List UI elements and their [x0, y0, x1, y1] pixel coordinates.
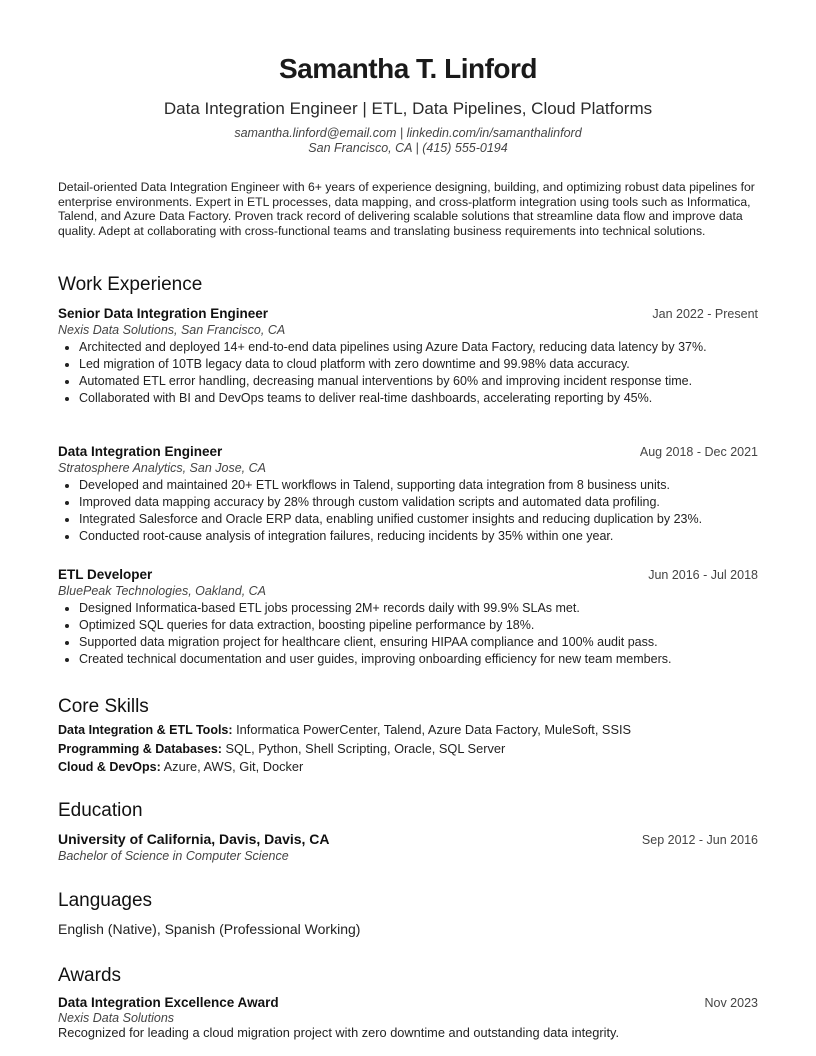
headline: Data Integration Engineer | ETL, Data Pipelines, Cloud Platforms — [163, 99, 653, 118]
job-dates: Aug 2018 - Dec 2021 — [639, 445, 758, 459]
job-dates: Jun 2016 - Jul 2018 — [648, 568, 758, 582]
skill-value: Informatica PowerCenter, Talend, Azure Data Factory, MuleSoft, SSIS — [232, 722, 632, 737]
section-title-languages: Languages — [58, 890, 153, 911]
languages-section — [58, 890, 758, 937]
list-item: • Automated ETL error handling, decreasing manual interventions by 60% and improving incident response time. — [79, 374, 758, 389]
education-dates: Sep 2012 - Jun 2016 — [641, 833, 758, 847]
award-date: Nov 2023 — [704, 996, 758, 1010]
contact-line-email-linkedin: samantha.linford@email.com | linkedin.com/in/samanthalinford — [234, 126, 582, 140]
job-dates: Jan 2022 - Present — [652, 307, 758, 321]
list-item: • Supported data migration project for healthcare client, ensuring HIPAA compliance and 100% audit pass. — [79, 635, 758, 650]
section-title-education: Education — [58, 800, 143, 821]
skill-value: Azure, AWS, Git, Docker — [160, 759, 304, 774]
list-item: • Integrated Salesforce and Oracle ERP data, enabling unified customer insights and reducing duplication by 23%. — [79, 512, 758, 527]
list-item: • Optimized SQL queries for data extraction, boosting pipeline performance by 18%. — [79, 618, 758, 633]
award-org: Nexis Data Solutions — [58, 1011, 175, 1025]
skill-label: Data Integration & ETL Tools: — [58, 723, 233, 737]
education-section — [58, 800, 758, 864]
list-item: • Collaborated with BI and DevOps teams to deliver real-time dashboards, accelerating reporting by 45%. — [79, 391, 758, 406]
list-item: • Architected and deployed 14+ end-to-end data pipelines using Azure Data Factory, reducing data latency by 37%. — [79, 340, 758, 355]
award-name: Data Integration Excellence Award — [58, 995, 279, 1010]
school-name: University of California, Davis, Davis, CA — [58, 831, 330, 847]
job-role: Senior Data Integration Engineer — [58, 306, 269, 321]
list-item: • Designed Informatica-based ETL jobs processing 2M+ records daily with 99.9% SLAs met. — [79, 601, 758, 616]
professional-summary: Detail-oriented Data Integration Engineer with 6+ years of experience designing, building, and optimizing robust data pipelines for enterprise environments. Expert in ETL processes, data mapping, and cross-platform integration using tools such as Informatica, Talend, and Azure Data Factory. Proven track record of delivering scalable solutions that streamline data flow and improve data quality. Adept at collaborating with cross-functional teams and translating business requirements into technical solutions. — [58, 180, 755, 238]
job-bullets — [58, 340, 758, 406]
candidate-name: Samantha T. Linford — [278, 53, 538, 84]
list-item: • Developed and maintained 20+ ETL workflows in Talend, supporting data integration from 8 business units. — [79, 478, 758, 493]
job-bullets — [58, 601, 758, 667]
awards-section — [58, 965, 758, 1040]
job-company: Nexis Data Solutions, San Francisco, CA — [58, 323, 286, 337]
job-company: BluePeak Technologies, Oakland, CA — [58, 584, 267, 598]
skill-value: SQL, Python, Shell Scripting, Oracle, SQL Server — [221, 740, 506, 756]
section-title-work: Work Experience — [58, 274, 203, 295]
job-entry — [58, 567, 758, 669]
skill-row — [58, 758, 758, 777]
list-item: • Improved data mapping accuracy by 28% through custom validation scripts and automated data profiling. — [79, 495, 758, 510]
skill-row — [58, 721, 758, 740]
skill-label: Cloud & DevOps: — [58, 760, 161, 774]
languages-text: English (Native), Spanish (Professional Working) — [58, 921, 361, 937]
job-entry — [58, 306, 758, 408]
contact-line-location-phone: San Francisco, CA | (415) 555-0194 — [308, 141, 508, 155]
job-company: Stratosphere Analytics, San Jose, CA — [58, 461, 266, 475]
job-role: Data Integration Engineer — [58, 444, 223, 459]
section-title-skills: Core Skills — [58, 696, 149, 717]
list-item: • Created technical documentation and user guides, improving onboarding efficiency for new team members. — [79, 652, 758, 667]
section-title-awards: Awards — [58, 965, 122, 986]
skill-row — [58, 740, 758, 759]
skill-label: Programming & Databases: — [58, 741, 222, 756]
resume-header — [58, 0, 758, 156]
award-description: Recognized for leading a cloud migration project with zero downtime and outstanding data integrity. — [58, 1025, 620, 1040]
list-item: • Led migration of 10TB legacy data to cloud platform with zero downtime and 99.98% data accuracy. — [79, 357, 758, 372]
job-role: ETL Developer — [58, 567, 153, 582]
job-entry — [58, 444, 758, 546]
work-experience-section — [58, 274, 758, 296]
core-skills-section — [58, 696, 758, 777]
job-bullets — [58, 478, 758, 544]
contact-block — [58, 126, 758, 156]
list-item: • Conducted root-cause analysis of integration failures, reducing incidents by 35% within one year. — [79, 529, 758, 544]
degree: Bachelor of Science in Computer Science — [58, 849, 289, 863]
